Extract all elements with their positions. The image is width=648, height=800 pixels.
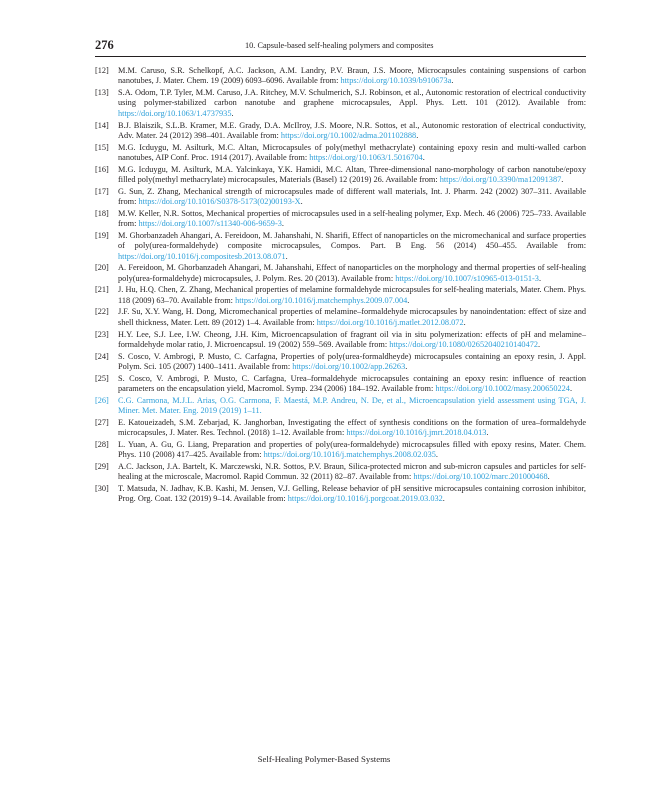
reference-text: A. Fereidoon, M. Ghorbanzadeh Ahangari, M. Jahanshahi, Effect of nanoparticles on the morphology and thermal properties of self-healing poly(urea-formaldehyde) microcapsules, J. Polym. Res. 20 (2013). Available from: bbox=[118, 263, 586, 283]
reference-tail: . bbox=[416, 130, 419, 140]
reference-item bbox=[95, 121, 586, 142]
reference-tail: . bbox=[451, 76, 454, 86]
reference-tail: . bbox=[422, 153, 425, 162]
doi-link[interactable]: https://doi.org/10.1002/app.26263 bbox=[292, 361, 406, 371]
reference-tail: . bbox=[405, 361, 408, 371]
doi-link[interactable]: https://doi.org/10.3390/ma12091387 bbox=[439, 175, 562, 185]
reference-tail: . bbox=[538, 339, 541, 349]
reference-tail: . bbox=[538, 273, 542, 283]
page-number: 276 bbox=[95, 38, 114, 52]
reference-text: H.Y. Lee, S.J. Lee, I.W. Cheong, J.H. Kim, Microencapsulation of fragrant oil via in situ polymerization: effects of pH and melamine–formaldehyde molar ratio, J. Microencapsul. 19 (2002) 559–569. Available from: bbox=[118, 329, 586, 349]
reference-item bbox=[95, 66, 586, 87]
reference-tail: . bbox=[285, 251, 288, 261]
reference-number: [21] bbox=[95, 285, 109, 295]
page-header bbox=[95, 38, 585, 56]
reference-number: [24] bbox=[95, 351, 109, 361]
reference-tail: . bbox=[300, 197, 303, 207]
reference-number: [13] bbox=[95, 88, 109, 98]
reference-item bbox=[95, 352, 586, 373]
reference-number: [14] bbox=[95, 120, 109, 130]
reference-tail: . bbox=[442, 494, 445, 504]
doi-link[interactable]: https://doi.org/10.1063/1.5016704 bbox=[309, 153, 423, 162]
reference-text: J. Hu, H.Q. Chen, Z. Zhang, Mechanical properties of melamine formaldehyde microcapsules for self-healing materials, Mater. Chem. Phys. 118 (2009) 63–70. Available from: bbox=[118, 285, 586, 305]
reference-number: [17] bbox=[95, 186, 109, 196]
reference-number: [18] bbox=[95, 208, 109, 218]
reference-item bbox=[95, 263, 586, 284]
reference-number: [27] bbox=[95, 417, 109, 427]
reference-tail: . bbox=[463, 317, 466, 327]
reference-number: [26] bbox=[95, 395, 109, 405]
reference-text: E. Katoueizadeh, S.M. Zebarjad, K. Janghorban, Investigating the effect of synthesis conditions on the formation of urea–formaldehyde microcapsules, J. Mater. Res. Technol. (2018) 1–12. Available from: bbox=[118, 417, 586, 438]
reference-tail: . bbox=[569, 384, 573, 394]
reference-number: [16] bbox=[95, 164, 109, 174]
running-title: 10. Capsule-based self-healing polymers and composites bbox=[245, 41, 434, 50]
reference-text: J.F. Su, X.Y. Wang, H. Dong, Micromechanical properties of melamine–formaldehyde microcapsules by nanoindentation: effect of size and shell thickness, Mater. Lett. 89 (2012) 1–4. Available from: bbox=[118, 307, 586, 327]
reference-text: M.G. Icduygu, M. Asilturk, M.A. Yalcinkaya, Y.K. Hamidi, M.C. Altan, Three-dimensional nano-morphology of carbon nanotube/epoxy filled poly(methyl methacrylate) microcapsules, Materials (Basel) 12 (2019) 26. Available from: bbox=[118, 164, 586, 185]
doi-link[interactable]: https://doi.org/10.1016/S0378-5173(02)00193-X bbox=[138, 197, 301, 207]
doi-link[interactable]: https://doi.org/10.1080/02652040210140472 bbox=[389, 339, 539, 349]
reference-item bbox=[95, 484, 586, 505]
reference-text: M.M. Caruso, S.R. Schelkopf, A.C. Jackson, A.M. Landry, P.V. Braun, J.S. Moore, Microcapsules containing suspensions of carbon nanotubes, J. Mater. Chem. 19 (2009) 6093–6096. Available from: bbox=[118, 66, 586, 86]
reference-text: S. Cosco, V. Ambrogi, P. Musto, C. Carfagna, Properties of poly(urea-formaldheyde) microcapsules containing an epoxy resin, J. Appl. Polym. Sci. 105 (2007) 1400–1411. Available from: bbox=[118, 351, 586, 371]
reference-item bbox=[95, 307, 586, 328]
reference-text: M.W. Keller, N.R. Sottos, Mechanical properties of microcapsules used in a self-healing polymer, Exp. Mech. 46 (2006) 725–733. Available from: bbox=[118, 208, 586, 229]
reference-item bbox=[95, 396, 586, 417]
reference-text: M. Ghorbanzadeh Ahangari, A. Fereidoon, M. Jahanshahi, N. Sharifi, Effect of nanoparticles on the micromechanical and surface properties of poly(urea-formaldehyde) composite microcapsules, Compos. Part. B Eng. 56 (2014) 450–455. Available from: bbox=[118, 230, 586, 251]
reference-tail: . bbox=[407, 295, 410, 305]
reference-text: B.J. Blaiszik, S.L.B. Kramer, M.E. Grady, D.A. McIlroy, J.S. Moore, N.R. Sottos, et al., Autonomic restoration of electrical conductivity, Adv. Mater. 24 (2012) 398–401. Available from: bbox=[118, 120, 586, 140]
reference-number: [19] bbox=[95, 230, 109, 240]
doi-link[interactable]: https://doi.org/10.1063/1.4737935 bbox=[118, 108, 232, 118]
reference-tail: . bbox=[231, 108, 234, 118]
reference-text: S. Cosco, V. Ambrogi, P. Musto, C. Carfagna, Urea–formaldehyde microcapsules containing an epoxy resin: influence of reaction parameters on the encapsulation yield, Macromol. Symp. 234 (2006) 184–192. Available from: bbox=[118, 373, 586, 394]
doi-link[interactable]: https://doi.org/10.1007/s10965-013-0151-3 bbox=[395, 273, 539, 283]
doi-link[interactable]: https://doi.org/10.1002/masy.200650224 bbox=[435, 384, 570, 394]
doi-link[interactable]: https://doi.org/10.1016/j.matchemphys.2008.02.035 bbox=[263, 450, 436, 460]
doi-link[interactable]: https://doi.org/10.1007/s11340-006-9659-3 bbox=[138, 219, 282, 229]
reference-tail: . bbox=[435, 450, 438, 460]
reference-list bbox=[95, 66, 586, 506]
reference-number: [30] bbox=[95, 483, 109, 493]
reference-item bbox=[95, 418, 586, 439]
doi-link[interactable]: https://doi.org/10.1039/b910673a bbox=[340, 76, 452, 86]
reference-item bbox=[95, 285, 586, 306]
reference-text: A.C. Jackson, J.A. Bartelt, K. Marczewski, N.R. Sottos, P.V. Braun, Silica-protected micron and sub-micron capsules and particles for self-healing at the microscale, Macromol. Rapid Commun. 32 (2011) 82–87. Available from: bbox=[118, 461, 586, 482]
doi-link[interactable]: https://doi.org/10.1016/j.porgcoat.2019.03.032 bbox=[287, 494, 443, 504]
doi-link[interactable]: https://doi.org/10.1016/j.matchemphys.2009.07.004 bbox=[235, 295, 408, 305]
reference-item bbox=[95, 462, 586, 483]
reference-tail: . bbox=[547, 472, 550, 482]
doi-link[interactable]: https://doi.org/10.1016/j.jmrt.2018.04.013 bbox=[346, 428, 487, 438]
reference-tail: . bbox=[561, 175, 564, 185]
reference-tail: . bbox=[281, 219, 284, 229]
reference-text: S.A. Odom, T.P. Tyler, M.M. Caruso, J.A. Ritchey, M.V. Schulmerich, S.J. Robinson, et al., Autonomic restoration of electrical conductivity using polymer-stabilized carbon nanotube and graphene microcapsules, Appl. Phys. Lett. 101 (2012). Available from: bbox=[118, 88, 586, 108]
reference-item bbox=[95, 440, 586, 461]
reference-number: [28] bbox=[95, 439, 109, 449]
reference-item bbox=[95, 187, 586, 208]
reference-number: [25] bbox=[95, 373, 109, 383]
reference-item bbox=[95, 374, 586, 395]
reference-number: [22] bbox=[95, 307, 109, 317]
reference-number: [23] bbox=[95, 329, 109, 339]
header-rule bbox=[95, 56, 586, 57]
reference-item bbox=[95, 143, 586, 164]
reference-item bbox=[95, 330, 586, 351]
doi-link[interactable]: https://doi.org/10.1016/j.matlet.2012.08.072 bbox=[316, 317, 464, 327]
reference-text: M.G. Icduygu, M. Asilturk, M.C. Altan, Microcapsules of poly(methyl methacrylate) containing epoxy resin and multi-walled carbon nanotubes, AIP Conf. Proc. 1914 (2017). Available from: bbox=[118, 142, 586, 162]
doi-link[interactable]: https://doi.org/10.1016/j.compositesb.2013.08.071 bbox=[118, 251, 286, 261]
doi-link[interactable]: https://doi.org/10.1002/marc.201000468 bbox=[413, 472, 548, 482]
reference-item bbox=[95, 231, 586, 262]
reference-item bbox=[95, 165, 586, 186]
reference-text: L. Yuan, A. Gu, G. Liang, Preparation and properties of poly(urea-formaldehyde) microcapsules filled with epoxy resins, Mater. Chem. Phys. 110 (2008) 417–425. Available from: bbox=[118, 439, 586, 460]
doi-link[interactable]: https://doi.org/10.1002/adma.201102888 bbox=[280, 130, 417, 140]
reference-text: G. Sun, Z. Zhang, Mechanical strength of microcapsules made of different wall materials, Int. J. Pharm. 242 (2002) 307–311. Available from: bbox=[118, 186, 586, 207]
reference-text: T. Matsuda, N. Jadhav, K.B. Kashi, M. Jensen, V.J. Gelling, Release behavior of pH sensitive microcapsules containing corrosion inhibitor, Prog. Org. Coat. 132 (2019) 9–14. Available from: bbox=[118, 483, 586, 504]
reference-item bbox=[95, 88, 586, 119]
reference-number: [20] bbox=[95, 263, 109, 273]
reference-text[interactable]: C.G. Carmona, M.J.L. Arias, O.G. Carmona, F. Maestá, M.P. Andreu, N. De, et al., Microencapsulation yield assessment using TGA, J. Miner. Met. Mater. Eng. 2019 (2019) 1–11. bbox=[118, 395, 586, 416]
book-title-footer: Self-Healing Polymer-Based Systems bbox=[257, 754, 391, 764]
reference-number: [15] bbox=[95, 142, 109, 152]
reference-number: [12] bbox=[95, 66, 109, 75]
reference-item bbox=[95, 209, 586, 230]
reference-number: [29] bbox=[95, 461, 109, 471]
reference-tail: . bbox=[486, 428, 489, 438]
